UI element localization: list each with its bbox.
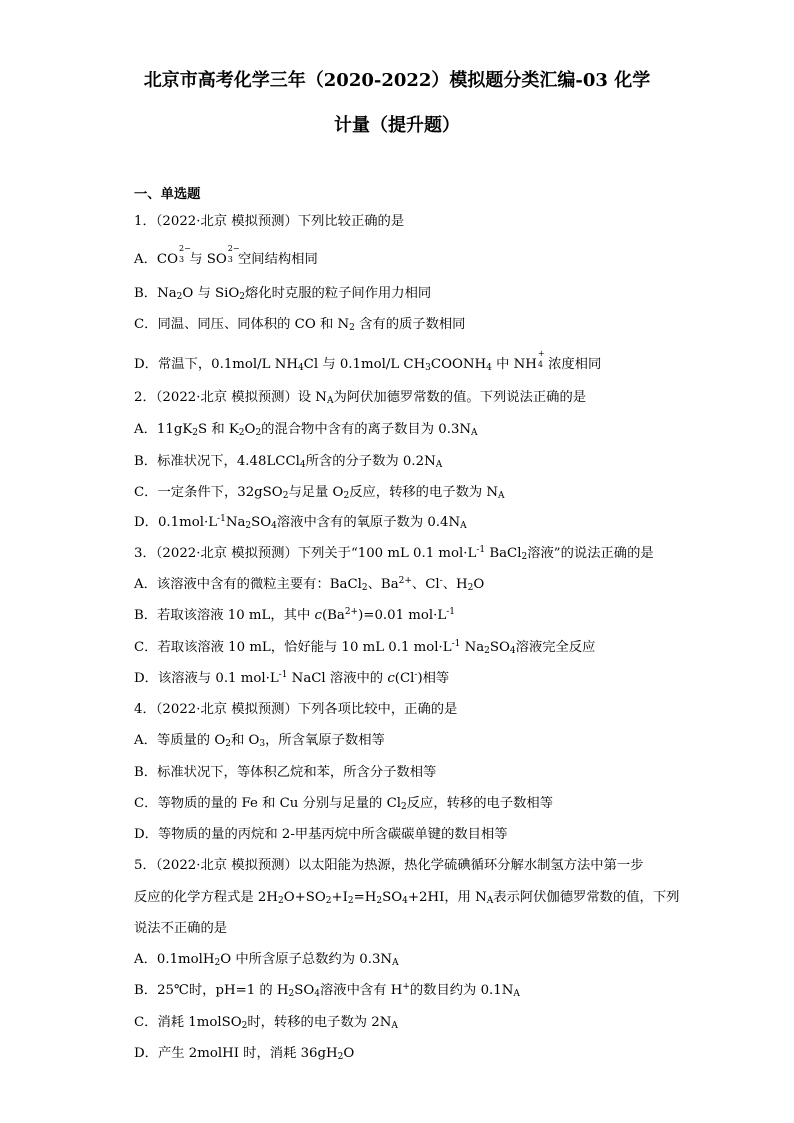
question-3-option-c: C．若取该溶液 10 mL，恰好能与 10 mL 0.1 $mol\cdot L^{-1}$ $Na_2SO_4$溶液完全反应 xyxy=(134,639,596,656)
question-5-option-d: D．产生 2molHI 时，消耗 $36gH_2O$ xyxy=(134,1046,355,1062)
question-2-option-d: D．$0.1mol\cdot L^{-1}Na_2SO_4$溶液中含有的氧原子数为 $0.4N_A$ xyxy=(134,514,467,531)
question-1-option-a: A．CO 2− 3 与 SO 2− 3 空间结构相同 xyxy=(134,244,318,267)
question-4-option-b: B．标准状况下，等体积乙烷和苯，所含分子数相等 xyxy=(134,765,437,780)
question-5-option-c: C．消耗 1molSO$_2$时，转移的电子数为 $2N_A$ xyxy=(134,1015,398,1031)
question-1-option-b: B．$Na_2O$ 与 SiO$_2$熔化时克服的粒子间作用力相同 xyxy=(134,286,432,302)
document-title-line1: 北京市高考化学三年（2020-2022）模拟题分类汇编-03 化学 xyxy=(143,70,651,91)
question-1-option-c: C．同温、同压、同体积的 CO 和 $N_2$ 含有的质子数相同 xyxy=(134,317,466,333)
question-2-stem: 2．（2022·北京 模拟预测）设 $N_A$为阿伏加德罗常数的值。下列说法正确的是 xyxy=(134,390,587,406)
question-1-option-d: D．常温下，0.1mol/L $NH_4Cl$ 与 0.1mol/L $CH_3COONH_4$ 中 NH + 4 浓度相同 xyxy=(134,349,602,373)
question-3-option-b: B．若取该溶液 10 mL，其中 $c(Ba^{2+})=0.01$ $mol\cdot L^{-1}$ xyxy=(134,607,455,623)
question-4-stem: 4．（2022·北京 模拟预测）下列各项比较中，正确的是 xyxy=(134,702,458,717)
question-1-stem: 1．（2022·北京 模拟预测）下列比较正确的是 xyxy=(134,214,405,229)
question-4-option-d: D．等物质的量的丙烷和 2-甲基丙烷中所含碳碳单键的数目相等 xyxy=(134,827,508,842)
section-heading: 一、单选题 xyxy=(134,187,201,202)
question-3-option-a: A．该溶液中含有的微粒主要有：BaCl$_2$、$Ba^{2+}$、Cl-、$H_2O$ xyxy=(134,576,485,593)
question-5-stem-line2: 反应的化学方程式是 $2H_2O+SO_2+I_2=H_2SO_4+2HI$，用 $N_A$表示阿伏伽德罗常数的值，下列 xyxy=(134,890,680,906)
question-5-stem-line1: 5．（2022·北京 模拟预测）以太阳能为热源，热化学硫碘循环分解水制氢方法中第一步 xyxy=(134,858,644,873)
question-2-option-a: A．$11gK_2S$ 和 $K_2O_2$的混合物中含有的离子数目为 $0.3N_A$ xyxy=(134,422,478,438)
question-3-stem: 3．（2022·北京 模拟预测）下列关于“100 mL 0.1 $mol\cdot L^{-1}$ BaCl$_2$溶液”的说法正确的是 xyxy=(134,545,654,562)
question-2-option-c: C．一定条件下，32gSO$_2$与足量 $O_2$反应，转移的电子数为 $N_A$ xyxy=(134,485,505,501)
question-2-option-b: B．标准状况下，4.48LCCl$_4$所含的分子数为 $0.2N_A$ xyxy=(134,454,443,470)
question-5-option-a: A．0.1molH$_2$O 中所含原子总数约为 $0.3N_A$ xyxy=(134,952,399,968)
question-4-option-a: A．等质量的 $O_2$和 $O_3$，所含氧原子数相等 xyxy=(134,733,385,749)
question-3-option-d: D．该溶液与 0.1 $mol\cdot L^{-1}$ NaCl 溶液中的 c(Cl-)相等 xyxy=(134,670,450,686)
question-5-option-b: B．25℃时，pH=1 的 $H_2SO_4$溶液中含有 H+的数目约为 $0.1N_A$ xyxy=(134,982,520,999)
question-4-option-c: C．等物质的量的 Fe 和 Cu 分别与足量的 $Cl_2$反应，转移的电子数相等 xyxy=(134,796,553,812)
question-5-stem-line3: 说法不正确的是 xyxy=(134,921,228,936)
document-title-line2: 计量（提升题） xyxy=(334,115,460,136)
